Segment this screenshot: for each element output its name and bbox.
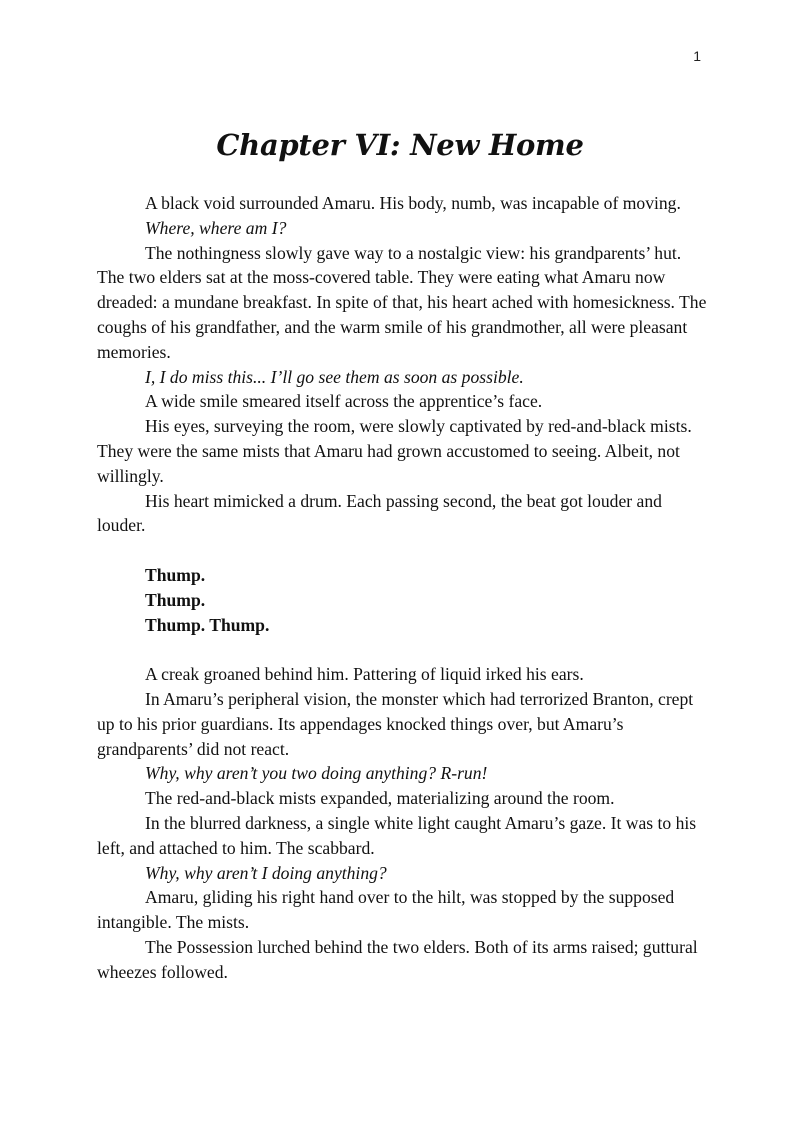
chapter-body (97, 191, 709, 985)
inner-thought-paragraph: Why, why aren’t you two doing anything? R-run! (145, 763, 488, 784)
paragraph: In Amaru’s peripheral vision, the monster which had terrorized Branton, crept up to his prior guardians. Its appendages knocked things over, but Amaru’s grandparents’ did not react. (97, 688, 694, 759)
paragraph: A black void surrounded Amaru. His body, numb, was incapable of moving. (145, 193, 681, 213)
sound-effect-line: Thump. Thump. (145, 614, 270, 635)
paragraph-spacer (97, 637, 709, 662)
paragraph-spacer (97, 538, 709, 563)
paragraph: His eyes, surveying the room, were slowly captivated by red-and-black mists. They were the same mists that Amaru had grown accustomed to seeing. Albeit, not willingly. (97, 416, 692, 486)
inner-thought-paragraph: Why, why aren’t I doing anything? (145, 862, 387, 883)
paragraph: A wide smile smeared itself across the apprentice’s face. (145, 391, 543, 412)
paragraph: Amaru, gliding his right hand over to the hilt, was stopped by the supposed intangible. The mists. (97, 887, 675, 933)
paragraph: A creak groaned behind him. Pattering of liquid irked his ears. (145, 664, 584, 685)
paragraph: His heart mimicked a drum. Each passing second, the beat got louder and louder. (97, 490, 662, 536)
paragraph: In the blurred darkness, a single white light caught Amaru’s gaze. It was to his left, and attached to him. The scabbard. (97, 812, 697, 858)
sound-effect-line: Thump. (145, 589, 206, 610)
paragraph: The Possession lurched behind the two elders. Both of its arms raised; guttural wheezes followed. (97, 936, 698, 982)
inner-thought-paragraph: Where, where am I? (145, 217, 287, 238)
page-number: 1 (693, 48, 701, 64)
sound-effect-line: Thump. (145, 564, 206, 585)
paragraph: The nothingness slowly gave way to a nostalgic view: his grandparents’ hut. The two elders sat at the moss-covered table. They were eating what Amaru now dreaded: a mundane breakfast. In spite of that, his heart ached with homesickness. The coughs of his grandfather, and the warm smile of his grandmother, all were pleasant memories. (97, 242, 707, 362)
inner-thought-paragraph: I, I do miss this... I’ll go see them as soon as possible. (145, 366, 524, 387)
paragraph: The red-and-black mists expanded, materializing around the room. (145, 788, 615, 809)
chapter-title: Chapter VI: New Home (216, 128, 584, 162)
